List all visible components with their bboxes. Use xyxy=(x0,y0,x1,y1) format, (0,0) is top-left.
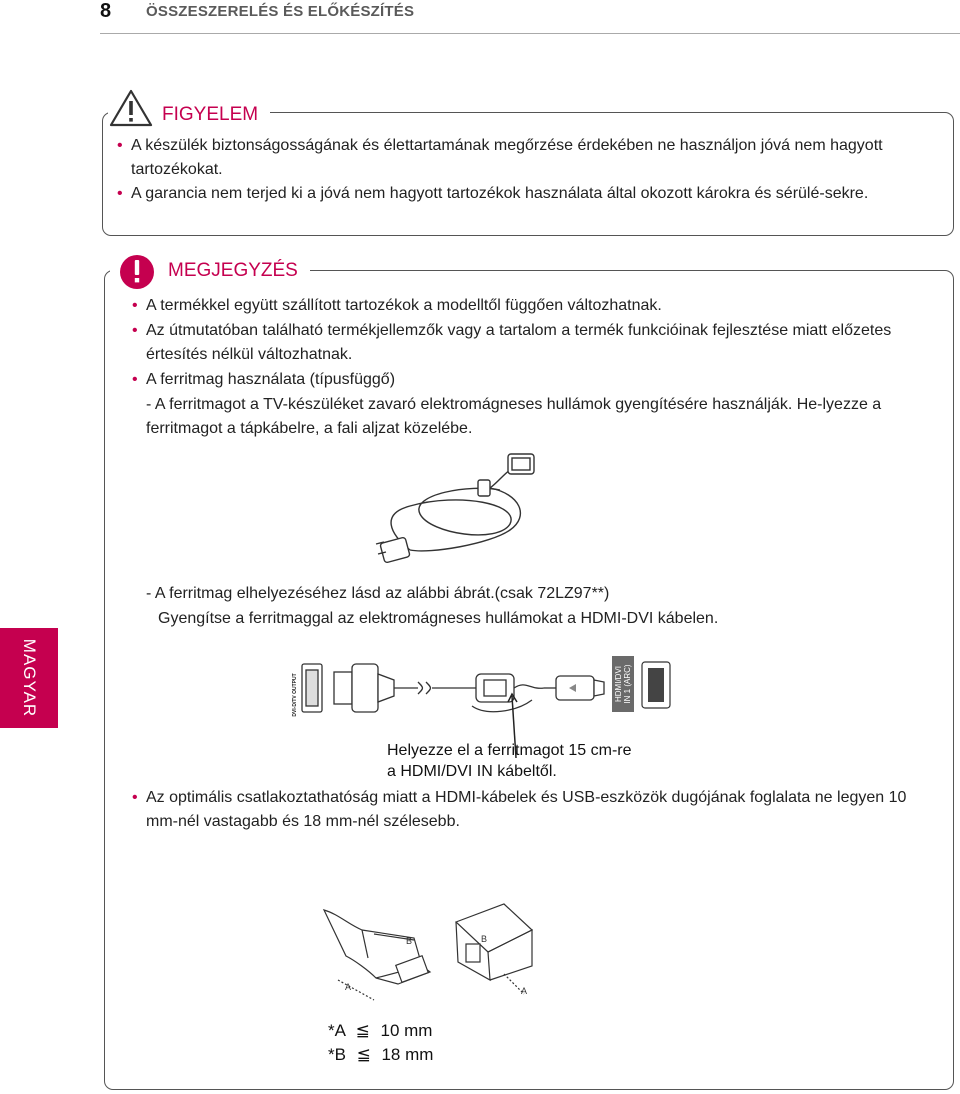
warning-icon xyxy=(108,88,156,128)
ferrite-placement-note: - A ferritmag elhelyezéséhez lásd az alábbi ábrát.(csak 72LZ97**) xyxy=(146,585,610,602)
power-cable-illustration xyxy=(370,444,550,574)
note-icon xyxy=(110,252,166,292)
note-item: • A ferritmag használata (típusfüggő) xyxy=(146,368,936,392)
language-tab-label: MAGYAR xyxy=(20,638,39,718)
dimension-symbol: ≦ xyxy=(356,1045,371,1064)
dimension-value: 18 mm xyxy=(381,1045,434,1064)
ferrite-caption-line1: Helyezze el a ferritmagot 15 cm-re xyxy=(387,742,632,759)
note-item: • Az útmutatóban található termékjellemzők vagy a tartalom a termék funkcióinak fejlesztése miatt előzetes értesítés nélkül változhatnak. xyxy=(146,319,936,367)
label-b-usb: B xyxy=(481,934,488,944)
hdmi-input-label-2: IN 1 (ARC) xyxy=(623,664,632,704)
dimension-row-a xyxy=(328,1021,432,1041)
label-a-hdmi: A xyxy=(345,982,352,992)
dimension-label: *B xyxy=(328,1045,346,1064)
page-number: 8 xyxy=(100,0,112,22)
note-item: • A termékkel együtt szállított tartozékok a modelltől függően változhatnak. xyxy=(146,294,936,318)
label-b-hdmi: B xyxy=(406,936,413,946)
dimension-symbol: ≦ xyxy=(355,1021,370,1040)
language-tab xyxy=(0,628,58,728)
header-divider xyxy=(100,33,960,34)
ferrite-description: - A ferritmagot a TV-készüléket zavaró elektromágneses hullámok gyengítésére használják. He-lyezze a ferritmagot a tápkábelre, a fali aljzat közelébe. xyxy=(146,396,882,437)
ferrite-caption xyxy=(387,740,632,782)
dvi-output-label: DVI-D/TV OUTPUT xyxy=(292,673,298,717)
label-a-usb: A xyxy=(521,986,528,996)
note-title: MEGJEGYZÉS xyxy=(162,260,310,282)
dvi-output-label-wrap xyxy=(290,666,300,724)
hdmi-input-label-1: HDMI/DVI xyxy=(614,666,623,702)
warning-title: FIGYELEM xyxy=(156,104,270,126)
ferrite-caption-line2: a HDMI/DVI IN kábeltől. xyxy=(387,763,557,780)
dimension-row-b xyxy=(328,1045,433,1065)
hdmi-input-label-wrap xyxy=(612,656,634,712)
dimension-label: *A xyxy=(328,1021,346,1040)
note-item: • Az optimális csatlakoztathatóság miatt a HDMI-kábelek és USB-eszközök dugójának foglalata ne legyen 10 mm-nél vastagabb és 18 mm-nél szélesebb. xyxy=(146,786,936,834)
dimension-value: 10 mm xyxy=(380,1021,433,1040)
plug-dimension-illustration xyxy=(318,900,548,1020)
ferrite-hdmi-note: Gyengítse a ferritmaggal az elektromágneses hullámokat a HDMI-DVI kábelen. xyxy=(158,610,719,627)
section-title: ÖSSZESZERELÉS ÉS ELŐKÉSZÍTÉS xyxy=(146,3,415,20)
warning-item: • A készülék biztonságosságának és élettartamának megőrzése érdekében ne használjon jóvá nem hagyott tartozékokat. xyxy=(131,134,931,182)
warning-item: • A garancia nem terjed ki a jóvá nem hagyott tartozékok használata által okozott károkra és sérülé-sekre. xyxy=(131,182,921,206)
